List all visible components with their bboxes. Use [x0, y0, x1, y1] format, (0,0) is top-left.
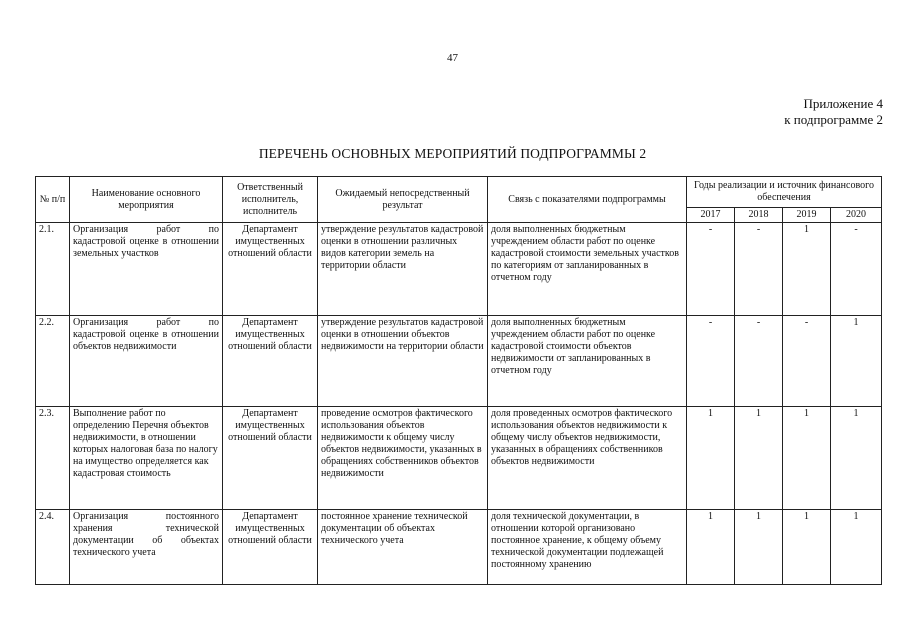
row-year-2017: 1: [687, 510, 735, 585]
row-result: проведение осмотров фактического использования объектов недвижимости к общему числу объектов недвижимости, указанных в обращениях собственников объектов недвижимости: [318, 407, 488, 510]
row-year-2018: 1: [735, 407, 783, 510]
row-year-2018: 1: [735, 510, 783, 585]
table-row: [36, 510, 882, 585]
row-link: доля выполненных бюджетным учреждением области работ по оценке кадастровой стоимости объектов недвижимости от запланированных в отчетном году: [488, 316, 687, 407]
row-link: доля проведенных осмотров фактического использования объектов недвижимости к общему числу объектов недвижимости, указанных в обращениях собственников объектов недвижимости: [488, 407, 687, 510]
table-row: [36, 407, 882, 510]
header-year-2017: 2017: [687, 208, 735, 223]
appendix-line-1: Приложение 4: [803, 96, 883, 111]
row-responsible: Департамент имущественных отношений области: [223, 510, 318, 585]
row-name: Выполнение работ по определению Перечня объектов недвижимости, в отношении которых налоговая база по налогу на имущество определяется как кадастровая стоимость: [70, 407, 223, 510]
page-number: 47: [447, 52, 458, 64]
header-responsible: Ответственный исполнитель, исполнитель: [223, 177, 318, 223]
row-result: утверждение результатов кадастровой оценки в отношении объектов недвижимости на территории области: [318, 316, 488, 407]
row-year-2019: -: [783, 316, 831, 407]
header-result: Ожидаемый непосредственный результат: [318, 177, 488, 223]
row-responsible: Департамент имущественных отношений области: [223, 316, 318, 407]
row-name: Организация работ по кадастровой оценке в отношении объектов недвижимости: [70, 316, 223, 407]
header-year-2020: 2020: [831, 208, 882, 223]
header-name: Наименование основного мероприятия: [70, 177, 223, 223]
row-num: 2.4.: [36, 510, 70, 585]
row-year-2018: -: [735, 223, 783, 316]
row-num: 2.1.: [36, 223, 70, 316]
appendix-line-2: к подпрограмме 2: [784, 112, 883, 127]
row-year-2017: 1: [687, 407, 735, 510]
row-year-2019: 1: [783, 510, 831, 585]
row-name: Организация работ по кадастровой оценке в отношении земельных участков: [70, 223, 223, 316]
appendix-label: [784, 96, 883, 128]
document-title: ПЕРЕЧЕНЬ ОСНОВНЫХ МЕРОПРИЯТИЙ ПОДПРОГРАММЫ 2: [258, 146, 647, 161]
row-responsible: Департамент имущественных отношений области: [223, 407, 318, 510]
table-row: [36, 223, 882, 316]
measures-table: [35, 176, 882, 585]
header-link: Связь с показателями подпрограммы: [488, 177, 687, 223]
row-year-2020: 1: [831, 510, 882, 585]
row-num: 2.3.: [36, 407, 70, 510]
row-year-2019: 1: [783, 223, 831, 316]
header-years-group: Годы реализации и источник финансового обеспечения: [687, 177, 882, 208]
row-year-2017: -: [687, 316, 735, 407]
row-year-2018: -: [735, 316, 783, 407]
row-year-2019: 1: [783, 407, 831, 510]
row-result: утверждение результатов кадастровой оценки в отношении различных видов категории земель на территории области: [318, 223, 488, 316]
header-year-2019: 2019: [783, 208, 831, 223]
row-link: доля выполненных бюджетным учреждением области работ по оценке кадастровой стоимости земельных участков по категориям от запланированных в отчетном году: [488, 223, 687, 316]
row-responsible: Департамент имущественных отношений области: [223, 223, 318, 316]
row-year-2020: 1: [831, 407, 882, 510]
table-row: [36, 316, 882, 407]
row-year-2020: -: [831, 223, 882, 316]
header-num: № п/п: [36, 177, 70, 223]
row-name: Организация постоянного хранения технической документации об объектах технического учета: [70, 510, 223, 585]
row-year-2020: 1: [831, 316, 882, 407]
row-num: 2.2.: [36, 316, 70, 407]
header-year-2018: 2018: [735, 208, 783, 223]
row-result: постоянное хранение технической документации об объектах технического учета: [318, 510, 488, 585]
table-header-row: [36, 177, 882, 208]
row-link: доля технической документации, в отношении которой организовано постоянное хранение, к общему объему технической документации подлежащей постоянному хранению: [488, 510, 687, 585]
row-year-2017: -: [687, 223, 735, 316]
